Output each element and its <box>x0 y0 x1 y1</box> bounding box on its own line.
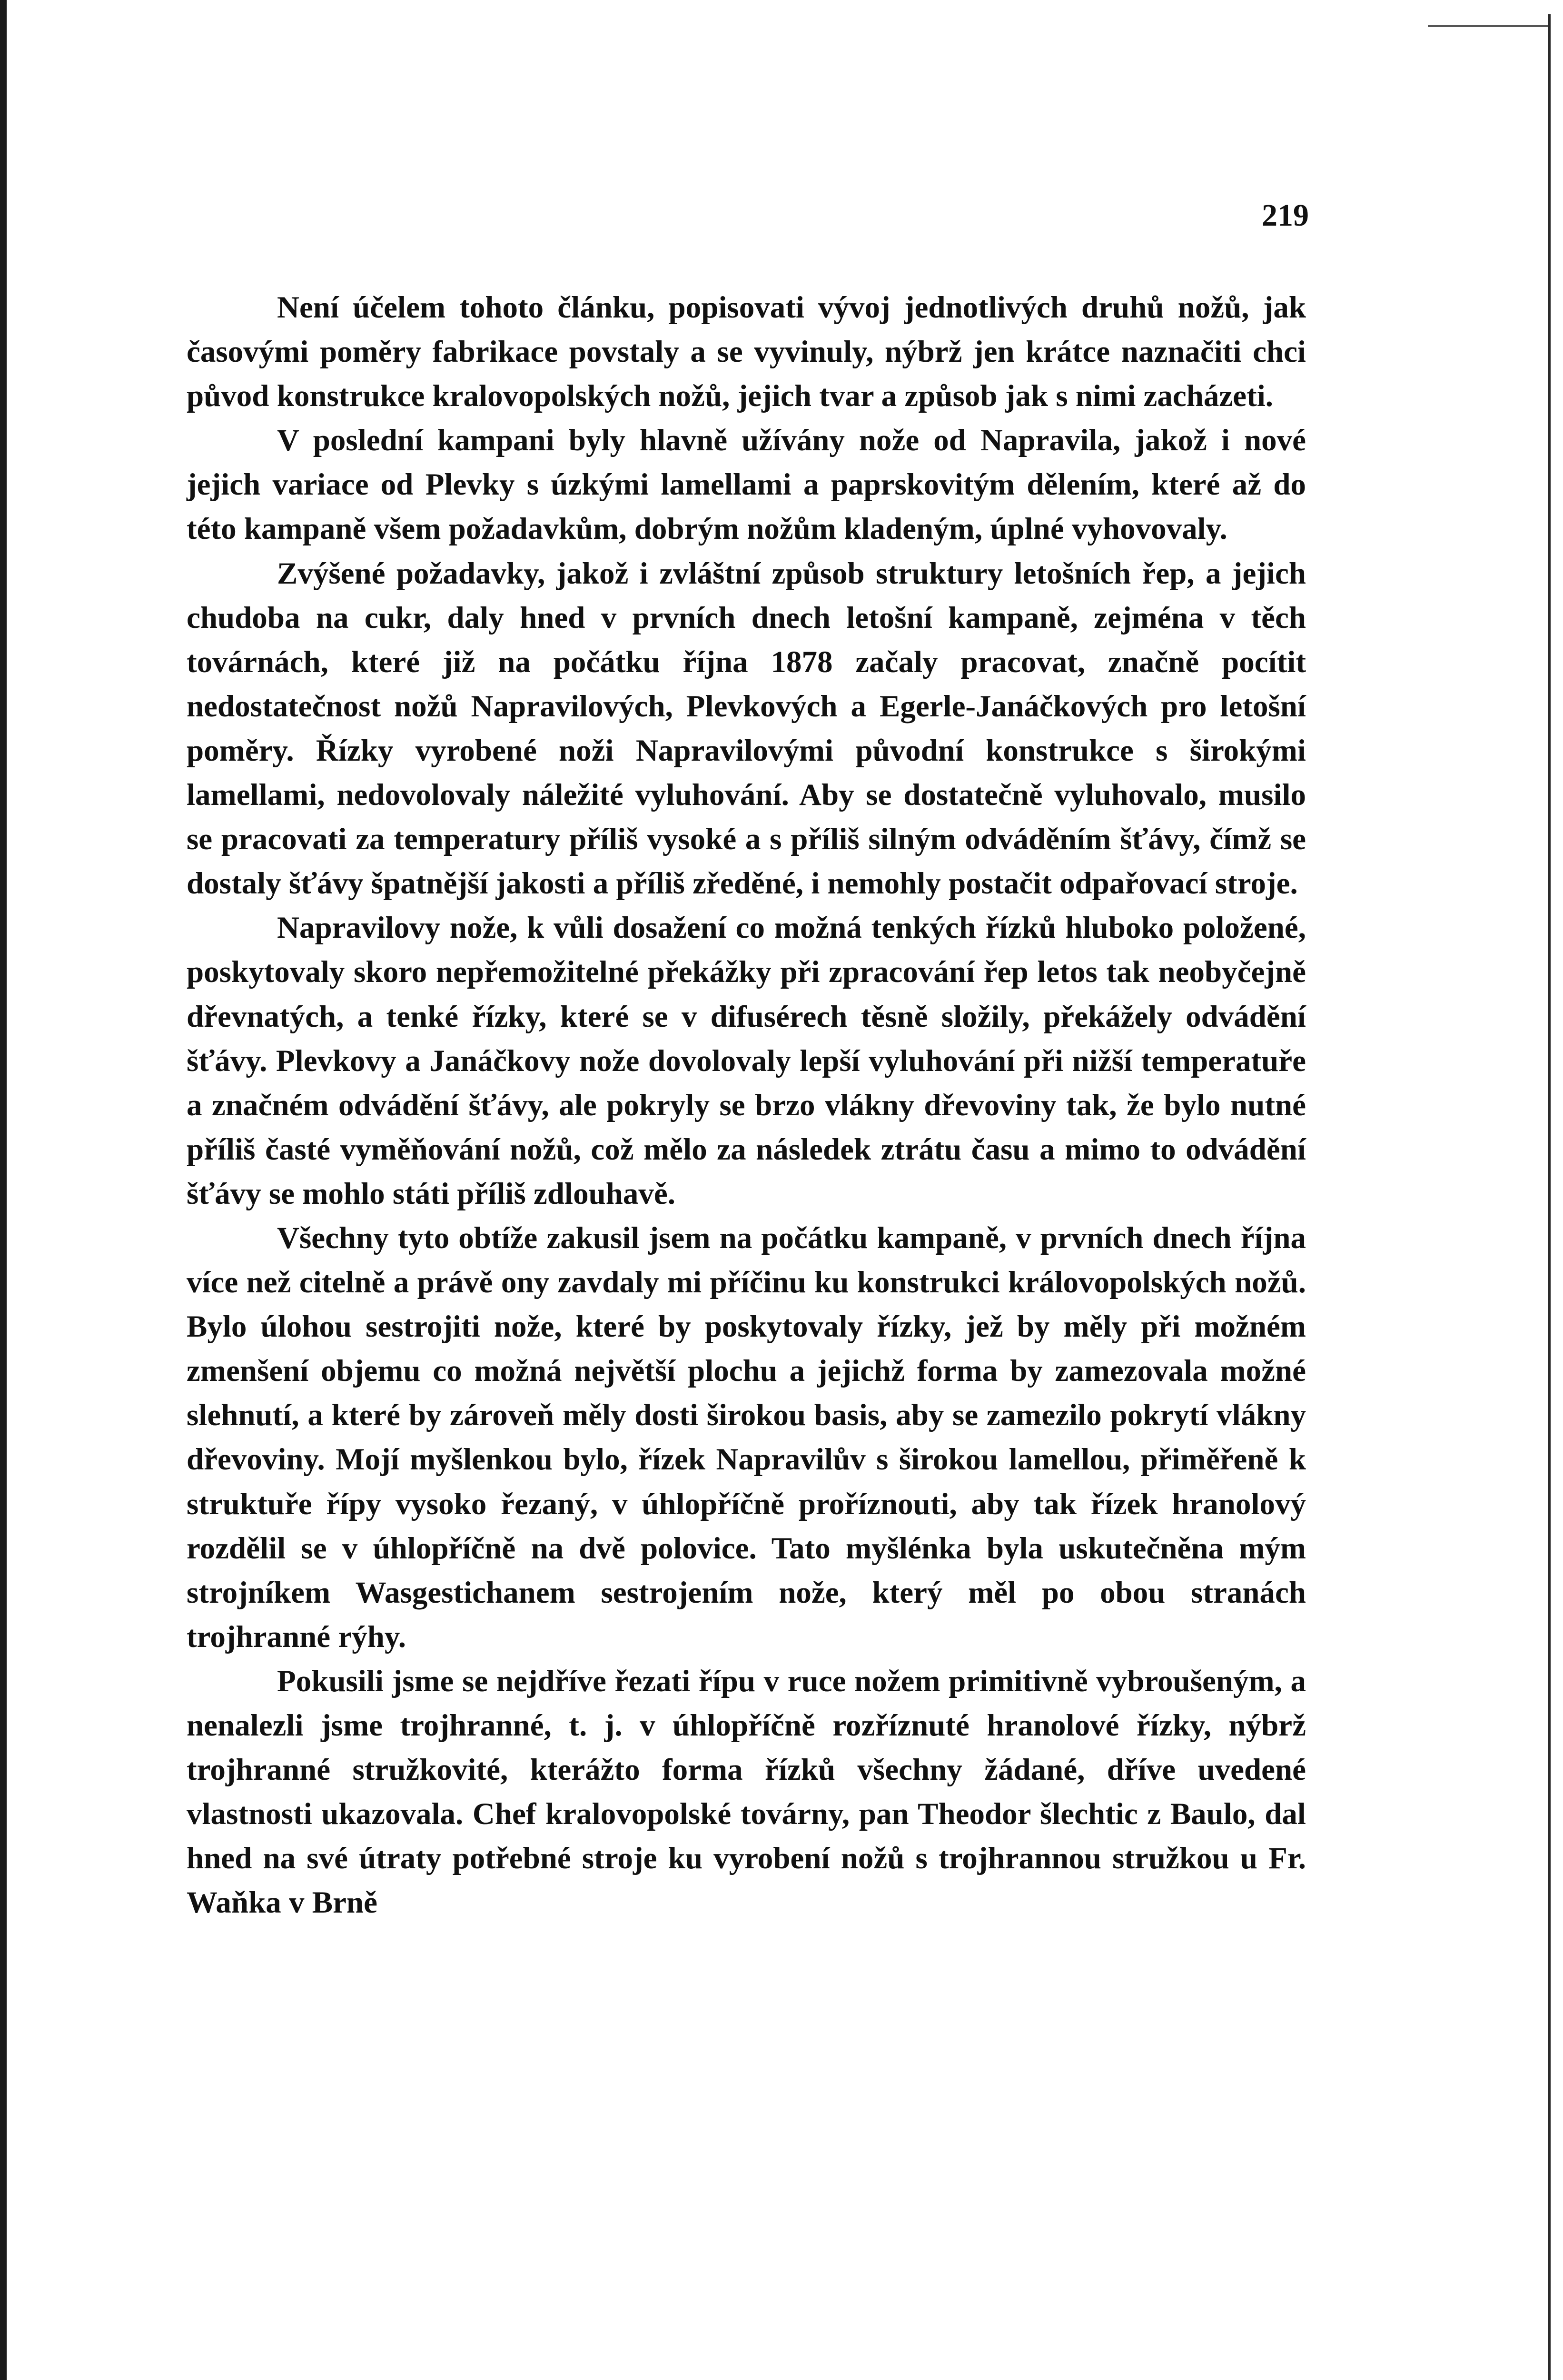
paragraph-6: Pokusili jsme se nejdříve řezati řípu v ruce nožem primitivně vybroušeným, a nenalezli jsme trojhranné, t. j. v úhlopříčně rozříznuté hranolové řízky, nýbrž trojhranné stružkovité, kterážto forma řízků všechny žádané, dříve uvedené vlastnosti ukazovala. Chef kralovopolské továrny, pan Theodor šlechtic z Baulo, dal hned na své útraty potřebné stroje ku vyrobení nožů s trojhrannou stružkou u Fr. Waňka v Brně <box>187 1664 1306 1920</box>
scan-border-right <box>1548 14 1551 2380</box>
body-text <box>187 286 1306 2380</box>
paragraph-1: Není účelem tohoto článku, popisovati vývoj jednotlivých druhů nožů, jak časovými poměry fabrikace povstaly a se vyvinuly, nýbrž jen krátce naznačiti chci původ konstrukce kralovopolských nožů, jejich tvar a způsob jak s nimi zacházeti. <box>187 290 1306 414</box>
paragraph-4: Napravilovy nože, k vůli dosažení co možná tenkých řízků hluboko položené, poskytovaly skoro nepřemožitelné překážky při zpracování řep letos tak neobyčejně dřevnatých, a tenké řízky, které se v difusérech těsně složily, překážely odvádění šťávy. Plevkovy a Janáčkovy nože dovolovaly lepší vyluhování při nižší temperatuře a značném odvádění šťávy, ale pokryly se brzo vlákny dřevoviny tak, že bylo nutné příliš časté vyměňování nožů, což mělo za následek ztrátu času a mimo to odvádění šťávy se mohlo státi příliš zdlouhavě. <box>187 911 1306 1211</box>
paragraph-2: V poslední kampani byly hlavně užívány nože od Napravila, jakož i nové jejich variace od Plevky s úzkými lamellami a paprskovitým dělením, které až do této kampaně všem požadavkům, dobrým nožům kladeným, úplné vyhovovaly. <box>187 423 1306 546</box>
paragraph-5: Všechny tyto obtíže zakusil jsem na počátku kampaně, v prvních dnech října více než citelně a právě ony zavdaly mi příčinu ku konstrukci královopolských nožů. Bylo úlohou sestrojiti nože, které by poskytovaly řízky, jež by měly při možném zmenšení objemu co možná největší plochu a jejichž forma by zamezovala možné slehnutí, a které by zároveň měly dosti širokou basis, aby se zamezilo pokrytí vlákny dřevoviny. Mojí myšlenkou bylo, řízek Napravilův s širokou lamellou, přiměřeně k struktuře řípy vysoko řezaný, v úhlopříčně proříznouti, aby tak řízek hranolový rozdělil se v úhlopříčně na dvě polovice. Tato myšlénka byla uskutečněna mým strojníkem Wasgestichanem sestrojením nože, který měl po obou stranách trojhranné rýhy. <box>187 1220 1306 1654</box>
scan-corner-mark <box>1428 25 1548 27</box>
paragraph-3: Zvýšené požadavky, jakož i zvláštní způsob struktury letošních řep, a jejich chudoba na cukr, daly hned v prvních dnech letošní kampaně, zejména v těch továrnách, které již na počátku října 1878 začaly pracovat, značně pocítit nedostatečnost nožů Napravilových, Plevkových a Egerle-Janáčkových pro letošní poměry. Řízky vyrobené noži Napravilovými původní konstrukce s širokými lamellami, nedovolovaly náležité vyluhování. Aby se dostatečně vyluhovalo, musilo se pracovati za temperatury příliš vysoké a s příliš silným odváděním šťávy, čímž se dostaly šťávy špatnější jakosti a příliš zředěné, i nemohly postačit odpařovací stroje. <box>187 556 1306 901</box>
scan-border-left <box>0 0 7 2380</box>
page-number: 219 <box>1262 198 1309 233</box>
